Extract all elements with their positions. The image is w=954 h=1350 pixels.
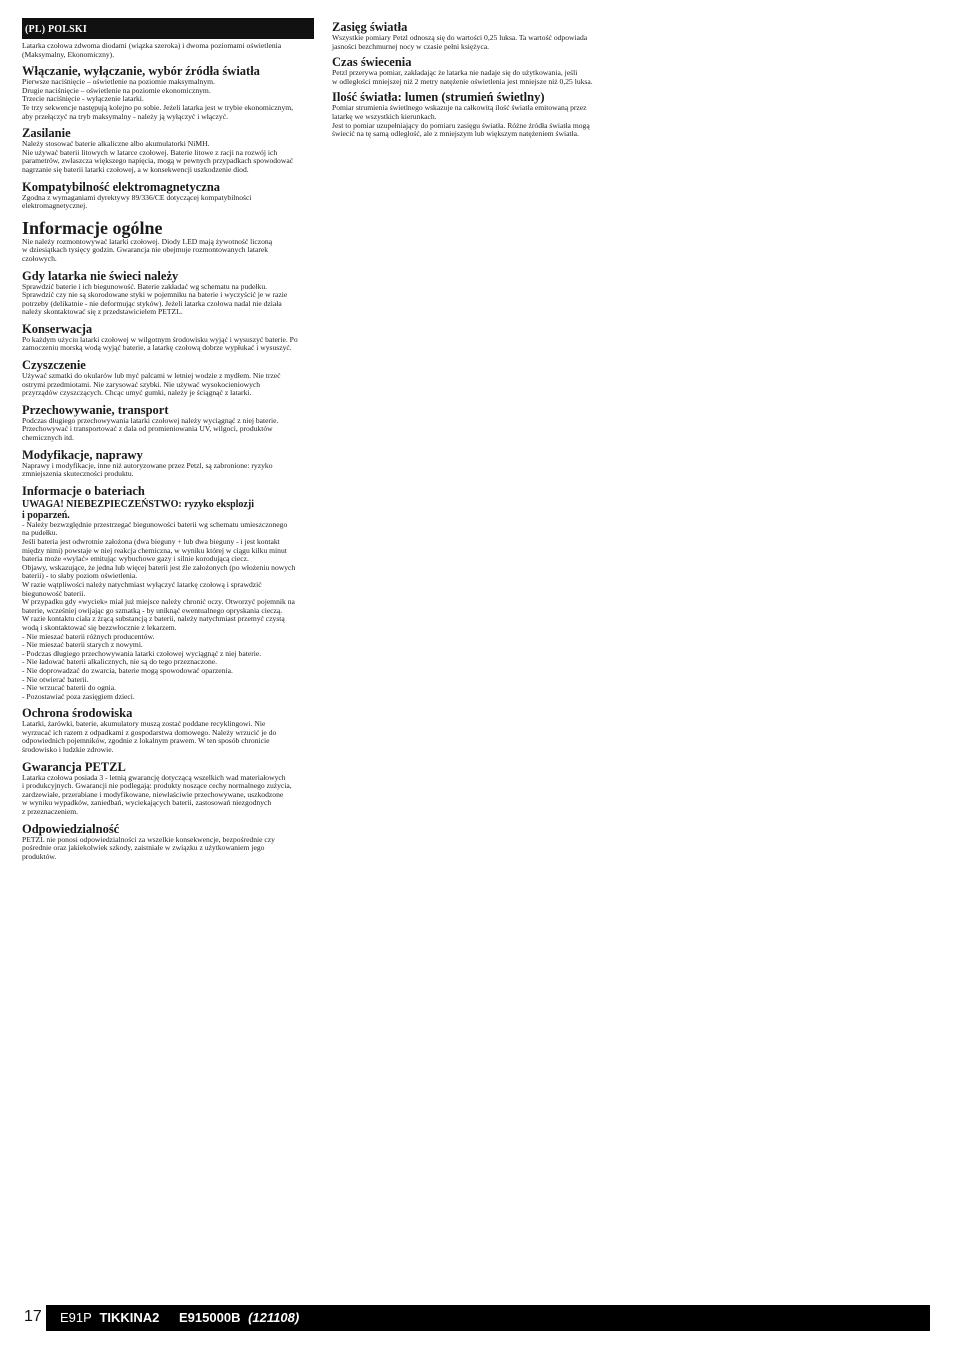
section-text-environment: Latarki, żarówki, baterie, akumulatory muszą zostać poddane recyklingowi. Nie wyrzucać ich razem z odpadkami z gospodarstwa domowego. Należy wrzucić je do odpowiednich pojemników, zgodnie z lokalnym prawem. W ten sposób chronicie środowisko i ludzkie zdrowie. — [22, 719, 277, 755]
section-title-switching: Włączanie, wyłączanie, wybór źródła światła — [22, 64, 260, 79]
footer-date: (121108) — [248, 1310, 300, 1325]
right-column — [332, 18, 614, 141]
section-title-warranty: Gwarancja PETZL — [22, 759, 126, 774]
footer-model: TIKKINA2 — [99, 1310, 160, 1325]
page-number: 17 — [24, 1308, 42, 1325]
section-text-power: Należy stosować baterie alkaliczne albo akumulatorki NiMH. Nie używać baterii litowych w latarce czołowej. Baterie litowe z racji na rozwój ich parametrów, zwłaszcza większego napięcia, mogą w pewnych przypadkach spowodować nagrzanie się baterii latarki czołowej, a w konsekwencji uszkodzenie diod. — [22, 139, 294, 174]
section-title-modifications: Modyfikacje, naprawy — [22, 447, 143, 462]
section-text-beam-distance: Wszystkie pomiary Petzl odnoszą się do wartości 0,25 luksa. Ta wartość odpowiada jasności bezchmurnej nocy w czasie pełni księżyca. — [332, 33, 588, 51]
section-title-power: Zasilanie — [22, 126, 71, 141]
page-footer — [24, 1305, 930, 1331]
section-title-environment: Ochrona środowiska — [22, 706, 133, 721]
section-title-not-working: Gdy latarka nie świeci należy — [22, 268, 179, 283]
section-title-cleaning: Czyszczenie — [22, 358, 86, 373]
section-title-batteries: Informacje o bateriach — [22, 483, 145, 498]
section-title-liability: Odpowiedzialność — [22, 821, 120, 836]
section-title-maintenance: Konserwacja — [22, 321, 93, 336]
section-text-not-working: Sprawdzić baterie i ich biegunowość. Baterie zakładać wg schematu na pudełku. Sprawdzić czy nie są skorodowane styki w pojemniku na baterie i wyczyścić je w razie potrzeby (delikatnie - nie deformując styków). Jeżeli latarka czołowa nadal nie działa należy skontaktować się z przedstawicielem PETZL. — [22, 281, 288, 317]
section-text-modifications: Naprawy i modyfikacje, inne niż autoryzowane przez Petzl, są zabronione: ryzyko zmniejszenia skuteczności produktu. — [22, 460, 273, 479]
battery-warning: UWAGA! NIEBEZPIECZEŃSTWO: ryzyko eksplozji i poparzeń. — [22, 498, 254, 521]
section-text-liability: PETZL nie ponosi odpowiedzialności za wszelkie konsekwencje, bezpośrednie czy pośrednie oraz jakiekolwiek szkody, zaistniałe w związku z użytkowaniem jego produktów. — [22, 834, 275, 861]
footer-bar — [46, 1305, 930, 1331]
section-text-cleaning: Używać szmatki do okularów lub myć palcami w letniej wodzie z mydłem. Nie trzeć ostrymi przedmiotami. Nie zarysować szybki. Nie używać wysokocieniowych przyrządów czyszczących. Chcąc umyć gumki, należy je ściągnąć z latarki. — [22, 371, 281, 398]
section-text-warranty: Latarka czołowa posiada 3 - letnią gwarancję dotyczącą wszelkich wad materiałowych i produkcyjnych. Gwarancji nie podlegają: produkty noszące cechy normalnego zużycia, zardzewiałe, przerabiane i modyfikowane, niewłaściwie przechowywane, uszkodzone w wyniku wypadków, zaniedbań, wyciekających baterii, zastosowań niezgodnych z przeznaczeniem. — [22, 772, 292, 817]
section-text-maintenance: Po każdym użyciu latarki czołowej w wilgotnym środowisku wyjąć i wysuszyć baterie. Po zamoczeniu morską wodą wyjąć baterie, a latarkę czołową dobrze wypłukać i wysuszyć. — [22, 334, 298, 353]
section-text-burn-time: Petzl przerywa pomiar, zakładając że latarka nie nadaje się do użytkowania, jeśli w odległości mniejszej niż 2 metry natężenie oświetlenia jest mniejsze niż 0,25 luksa. — [332, 68, 593, 86]
section-text-storage: Podczas długiego przechowywania latarki czołowej należy wyciągnąć z niej baterie. Przechowywać i transportować z dala od promieniowania UV, wilgoci, produktów chemicznych itd. — [22, 415, 279, 443]
left-column — [22, 18, 314, 863]
footer-reference: E915000B — [179, 1310, 241, 1325]
section-title-beam-distance: Zasięg światła — [332, 20, 408, 34]
footer-code: E91P — [60, 1310, 92, 1325]
general-info-text: Nie należy rozmontowywać latarki czołowej. Diody LED mają żywotność liczoną w dziesiątkach tysięcy godzin. Gwarancja nie obejmuje rozmontowanych latarek czołowych. — [22, 236, 273, 263]
section-text-batteries: - Należy bezwzględnie przestrzegać biegunowości baterii wg schematu umieszczonego na pudełku. Jeśli bateria jest odwrotnie założona (dwa bieguny + lub dwa bieguny - i jest kontakt między nimi) powstaje w niej reakcja chemiczna, w wyniku której w ciągu kilku minut bateria może «wylać» emitując wybuchowe gazy i silnie korodującą ciecz. Objawy, wskazujące, że jedna lub więcej baterii jest źle założonych (po włożeniu nowych baterii) - to słaby poziom oświetlenia. W razie wątpliwości należy natychmiast wyłączyć latarkę czołową i sprawdzić biegunowość baterii. W przypadku gdy «wyciek» miał już miejsce należy chronić oczy. Otworzyć pojemnik na baterie, wcześniej owijając go szmatką - by uniknąć ewentualnego opryskania cieczą. W razie kontaktu ciała z żrącą substancją z baterii, należy natychmiast przemyć czystą wodą i skontaktować się bezzwłocznie z lekarzem. - Nie mieszać baterii różnych producentów. - Nie mieszać baterii starych z nowymi. - Podczas długiego przechowywania latarki czołowej wyciągnąć z niej baterie. - Nie ładować baterii alkalicznych, nie są do tego przeznaczone. - Nie doprowadzać do zwarcia, baterie mogą spowodować oparzenia. - Nie otwierać baterii. - Nie wrzucać baterii do ognia. - Pozostawiać poza zasięgiem dzieci. — [22, 519, 296, 701]
intro-text: Latarka czołowa zdwoma diodami (wiązka szeroka) i dwoma poziomami oświetlenia (Maksymalny, Ekonomiczny). — [22, 41, 282, 59]
section-text-emc: Zgodna z wymaganiami dyrektywy 89/336/CE dotyczącej kompatybilności elektromagnetycznej. — [22, 192, 252, 211]
section-title-emc: Kompatybilność elektromagnetyczna — [22, 179, 221, 194]
section-text-switching: Pierwsze naciśnięcie – oświetlenie na poziomie maksymalnym. Drugie naciśnięcie – oświetlenie na poziomie ekonomicznym. Trzecie naciśnięcie - wyłączenie latarki. Te trzy sekwencje następują kolejno po sobie. Jeżeli latarka jest w trybie ekonomicznym, aby przełączyć na tryb maksymalny - należy ją wyłączyć i włączyć. — [22, 77, 294, 121]
general-info-title: Informacje ogólne — [22, 217, 163, 238]
section-title-lumens: Ilość światła: lumen (strumień świetlny) — [332, 90, 545, 105]
section-text-lumens: Pomiar strumienia świetlnego wskazuje na całkowitą ilość światła emitowaną przez latarkę we wszystkich kierunkach. Jest to pomiar uzupełniający do pomiaru zasięgu światła. Różne źródła światła mogą świecić na tę samą odległość, ale z mniejszym lub większym natężeniem światła. — [332, 103, 590, 139]
section-title-storage: Przechowywanie, transport — [22, 402, 169, 417]
language-header: (PL) POLSKI — [22, 18, 314, 39]
section-title-burn-time: Czas świecenia — [332, 55, 412, 70]
